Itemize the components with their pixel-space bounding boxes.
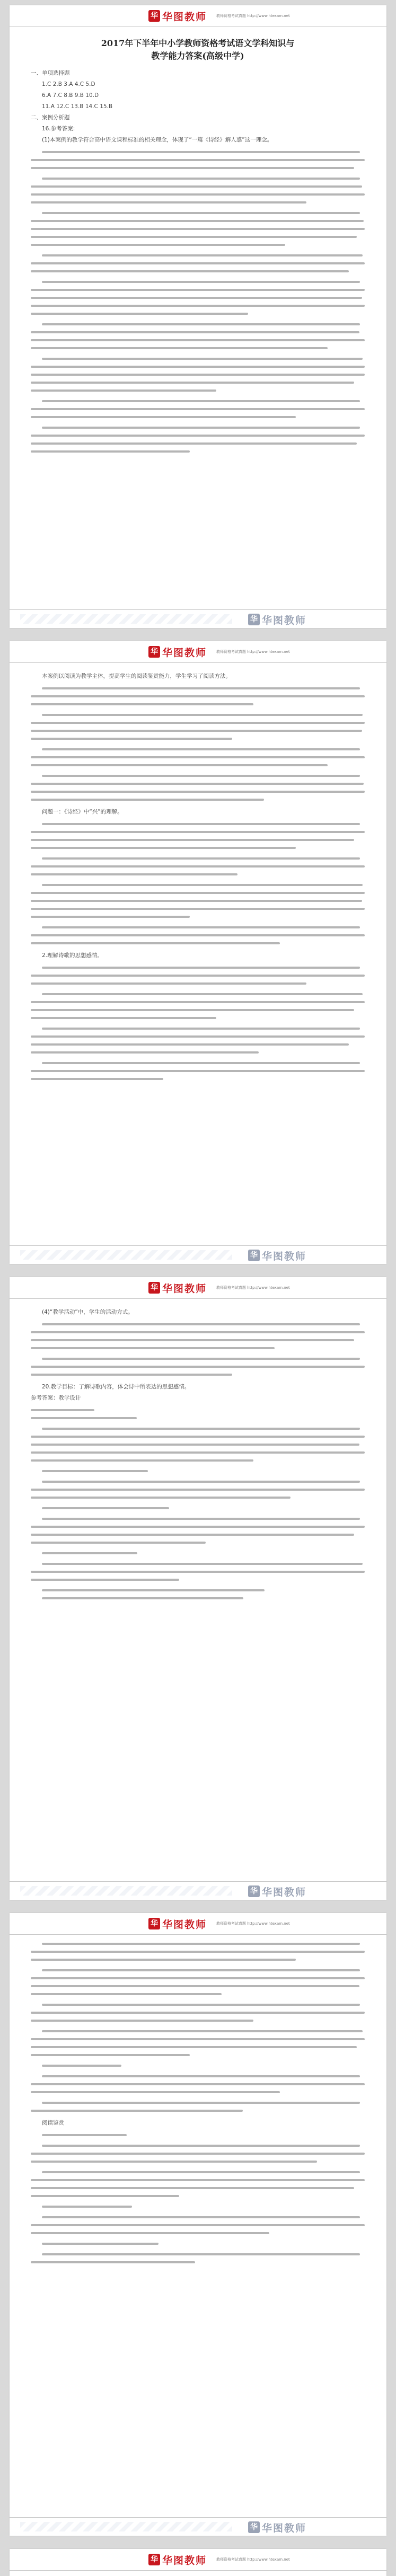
page-content: [31, 671, 365, 1086]
footer-logo: [248, 1248, 312, 1263]
page-footer: [10, 609, 386, 628]
body-paragraph: 2.理解诗歌的思想感情。: [42, 952, 103, 959]
footer-pattern: [20, 2522, 232, 2531]
logo-text: 华图教师: [162, 2555, 207, 2566]
page-header: [10, 2549, 386, 2571]
footer-pattern: [20, 1250, 232, 1260]
logo-text: 华图教师: [262, 1251, 307, 1262]
brand-logo: [148, 1280, 212, 1295]
logo-mark: 华: [248, 1250, 260, 1261]
footer-logo: [248, 612, 312, 627]
logo-text: 华图教师: [262, 2522, 307, 2534]
logo-text: 华图教师: [162, 11, 207, 23]
body-paragraph: 参考答案：教学设计: [31, 1395, 81, 1401]
document-title: [31, 37, 365, 63]
document-page-1: [10, 5, 386, 628]
page-footer: [10, 1881, 386, 1900]
answer-row: 11.A 12.C 13.B 14.C 15.B: [42, 103, 113, 110]
footer-pattern: [20, 614, 232, 624]
text-block: [31, 1943, 365, 2112]
body-paragraph: (4)“教学活动”中，学生的活动方式。: [42, 1309, 134, 1315]
text-block: [31, 967, 365, 1080]
answer-row: 6.A 7.C 8.B 9.B 10.D: [42, 92, 99, 99]
logo-mark: 华: [148, 1918, 160, 1929]
text-block: [31, 151, 365, 453]
brand-logo: [148, 8, 212, 23]
logo-mark: 华: [248, 614, 260, 625]
logo-mark: 华: [248, 2521, 260, 2533]
page-content: [31, 1943, 365, 2269]
section-heading: 一、单项选择题: [31, 70, 70, 76]
question-label: 16.参考答案:: [42, 126, 75, 132]
page-header: [10, 1913, 386, 1935]
brand-logo: [148, 2552, 212, 2567]
logo-text: 华图教师: [162, 1919, 207, 1931]
title-line-2: 教学能力答案(高级中学): [151, 51, 244, 61]
footer-pattern: [20, 1886, 232, 1896]
section-heading: 二、案例分析题: [31, 114, 70, 121]
brand-logo: [148, 644, 212, 659]
title-line-1: 2017年下半年中小学教师资格考试语文学科知识与: [101, 38, 295, 48]
text-block: [31, 1323, 365, 1376]
logo-mark: 华: [248, 1885, 260, 1897]
text-block: [31, 2134, 365, 2263]
logo-text: 华图教师: [262, 615, 307, 626]
page-footer: [10, 1245, 386, 1264]
header-tagline: 教师资格考试真题 http://www.htexam.net: [216, 1286, 290, 1290]
page-header: [10, 1277, 386, 1299]
logo-text: 华图教师: [162, 1283, 207, 1295]
logo-mark: 华: [148, 646, 160, 658]
body-paragraph: 本案例以阅读为教学主体，提高学生的阅读鉴赏能力，学生学习了阅读方法。: [42, 673, 231, 679]
document-page-2: [10, 641, 386, 1264]
text-block: [31, 823, 365, 944]
header-tagline: 教师资格考试真题 http://www.htexam.net: [216, 14, 290, 18]
body-paragraph: 阅读鉴赏: [42, 2120, 64, 2126]
body-paragraph: 问题一：《诗经》中“兴”的理解。: [42, 809, 123, 815]
body-paragraph: (1)本案例的教学符合高中语文课程标准的相关理念，体现了“一篇《诗经》解人惑”这一理念。: [42, 137, 273, 143]
footer-logo: [248, 2520, 312, 2535]
logo-text: 华图教师: [162, 647, 207, 659]
document-page-4: [10, 1913, 386, 2536]
logo-mark: 华: [148, 10, 160, 22]
logo-text: 华图教师: [262, 1887, 307, 1898]
header-tagline: 教师资格考试真题 http://www.htexam.net: [216, 1922, 290, 1926]
body-paragraph: 20.教学目标：了解诗歌内容，体会诗中所表达的思想感情。: [42, 1384, 190, 1390]
footer-logo: [248, 1884, 312, 1899]
document-page-3: [10, 1277, 386, 1900]
page-footer: [10, 2517, 386, 2536]
logo-mark: 华: [148, 1282, 160, 1294]
document-page-5: [10, 2549, 386, 2576]
header-tagline: 教师资格考试真题 http://www.htexam.net: [216, 2557, 290, 2562]
page-header: [10, 5, 386, 27]
answer-row: 1.C 2.B 3.A 4.C 5.D: [42, 81, 95, 87]
text-block: [31, 1409, 365, 1599]
logo-mark: 华: [148, 2554, 160, 2565]
text-block: [31, 687, 365, 801]
page-content: [31, 1307, 365, 1605]
brand-logo: [148, 1916, 212, 1931]
page-header: [10, 641, 386, 663]
header-tagline: 教师资格考试真题 http://www.htexam.net: [216, 650, 290, 654]
page-content: [31, 37, 365, 458]
